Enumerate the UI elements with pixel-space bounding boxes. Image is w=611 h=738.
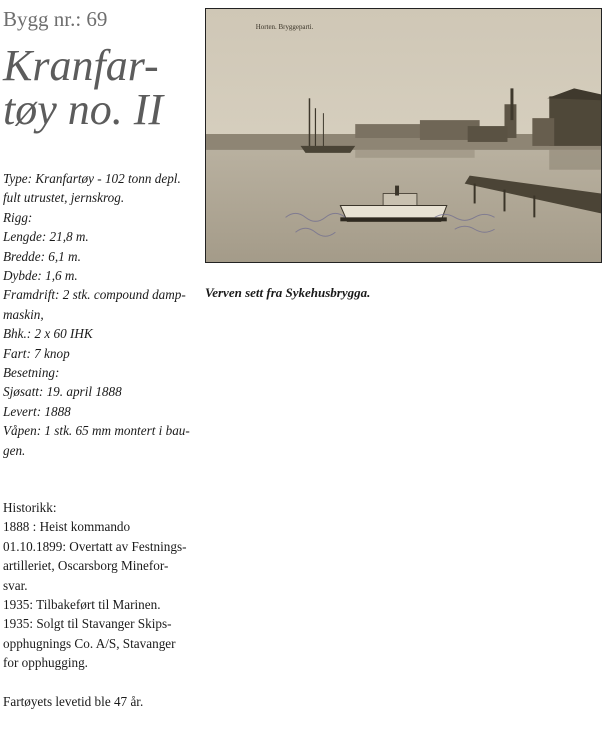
lifetime-note: Fartøyets levetid ble 47 år. [3, 694, 144, 710]
spec-line: Fart: 7 knop [3, 345, 70, 361]
spec-line: Dybde: 1,6 m. [3, 268, 78, 284]
history-line: 01.10.1899: Overtatt av Festnings- [3, 538, 187, 554]
history-line: 1935: Solgt til Stavanger Skips- [3, 616, 172, 632]
specs-block [3, 169, 195, 460]
spec-line: Våpen: 1 stk. 65 mm montert i bau- [3, 423, 190, 439]
history-line: for opphugging. [3, 655, 88, 671]
spec-line: Sjøsatt: 19. april 1888 [3, 384, 122, 400]
spec-line: gen. [3, 442, 26, 458]
spec-line: Besetning: [3, 365, 60, 381]
spec-line: Framdrift: 2 stk. compound damp- [3, 287, 186, 303]
postcard-text: Horten. Bryggeparti. [255, 22, 314, 31]
spec-line: maskin, [3, 306, 44, 322]
history-line: 1935: Tilbakeført til Marinen. [3, 597, 161, 613]
photo-caption: Verven sett fra Sykehusbrygga. [205, 285, 371, 300]
spec-line: Lengde: 21,8 m. [3, 229, 89, 245]
bygg-number: Bygg nr.: 69 [3, 7, 108, 31]
history-block [3, 498, 195, 711]
history-line: opphugnings Co. A/S, Stavanger [3, 635, 176, 651]
spec-line: Rigg: [3, 209, 33, 225]
spacer [3, 673, 195, 692]
spec-line: fult utrustet, jernskrog. [3, 190, 125, 206]
harbour-illustration [206, 9, 601, 262]
history-line: 1888 : Heist kommando [3, 519, 131, 535]
title-line-2: tøy no. II [3, 85, 164, 134]
spec-line: Bredde: 6,1 m. [3, 248, 81, 264]
history-line: svar. [3, 577, 28, 593]
spec-line: Levert: 1888 [3, 403, 71, 419]
title-line-1: Kranfar- [3, 41, 159, 90]
spec-line: Type: Kranfartøy - 102 tonn depl. [3, 171, 181, 186]
spec-line: Bhk.: 2 x 60 IHK [3, 326, 93, 342]
history-heading: Historikk: [3, 500, 57, 515]
history-line: artilleriet, Oscarsborg Minefor- [3, 558, 169, 574]
page-title [3, 41, 164, 134]
harbour-photo [205, 8, 602, 263]
